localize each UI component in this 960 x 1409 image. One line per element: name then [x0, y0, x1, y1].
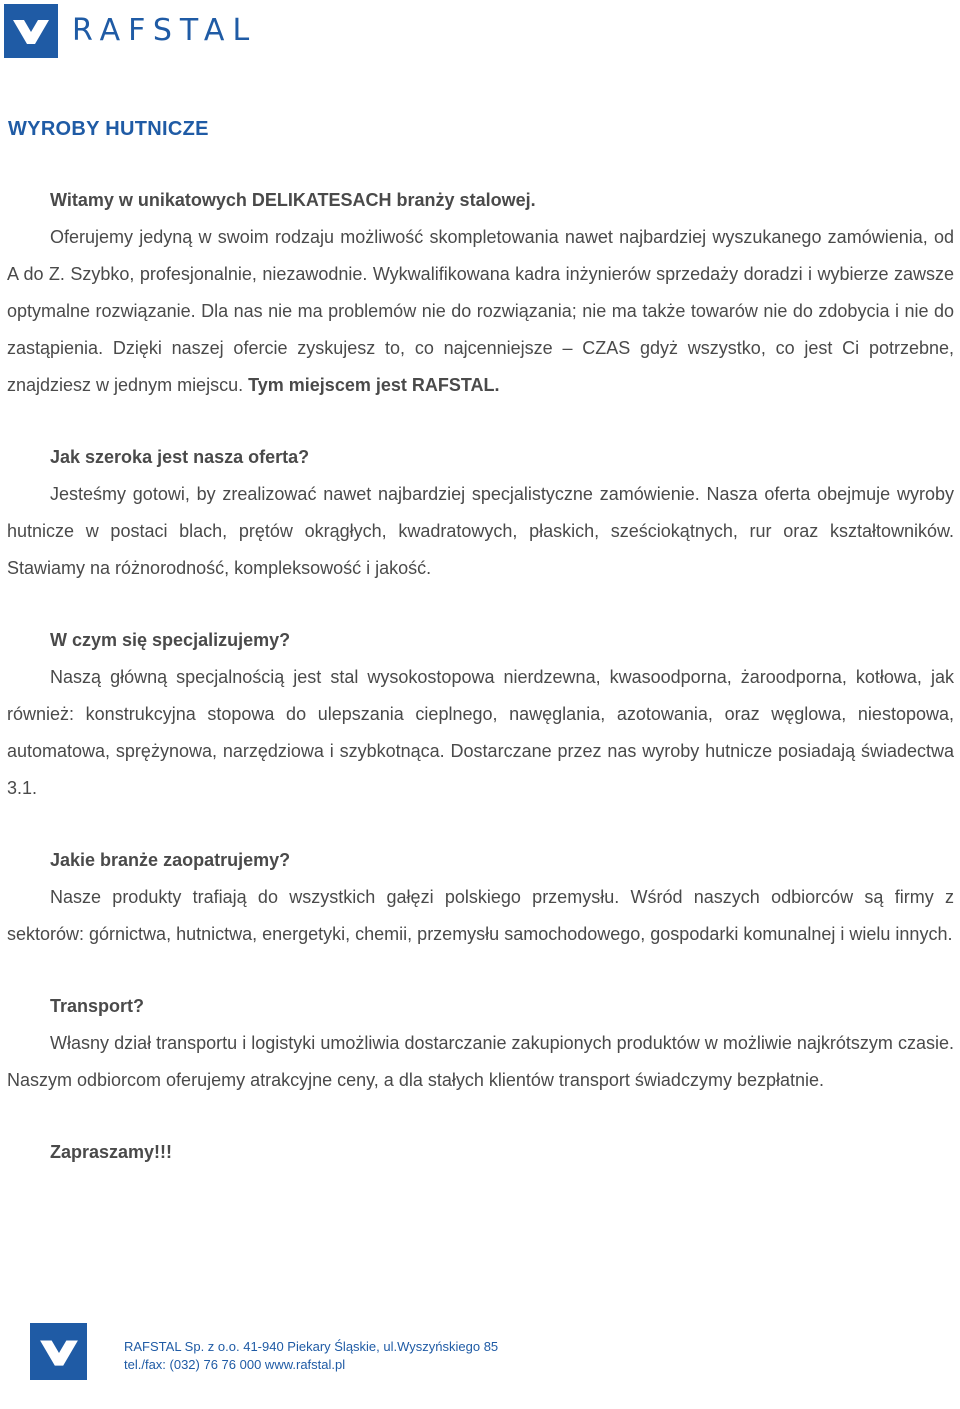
content	[7, 182, 954, 1171]
section-heading: W czym się specjalizujemy?	[50, 630, 291, 650]
section-body: Jesteśmy gotowi, by zrealizować nawet najbardziej specjalistyczne zamówienie. Nasza oferta obejmuje wyroby hutnicze w postaci blach, prętów okrągłych, kwadratowych, płaskich, sześciokątnych, rur oraz kształtowników. Stawiamy na różnorodność, kompleksowość i jakość.	[7, 484, 954, 578]
section-body: Naszą główną specjalnością jest stal wysokostopowa nierdzewna, kwasoodporna, żaroodporna, kotłowa, jak również: konstrukcyjna stopowa do ulepszania cieplnego, nawęglania, azotowania, oraz węglowa, niestopowa, automatowa, sprężynowa, narzędziowa i szybkotnąca. Dostarczane przez nas wyroby hutnicze posiadają świadectwa 3.1.	[7, 667, 954, 798]
intro-heading: Witamy w unikatowych DELIKATESACH branży stalowej.	[50, 190, 536, 210]
page-title: WYROBY HUTNICZE	[8, 118, 209, 140]
footer	[30, 1323, 498, 1380]
footer-contact	[124, 1338, 498, 1374]
section-heading: Jak szeroka jest nasza oferta?	[50, 447, 310, 467]
section-heading: Transport?	[50, 996, 145, 1016]
brand-name: RAFSTAL	[72, 13, 258, 48]
intro-body	[7, 219, 954, 404]
footer-phone-web: tel./fax: (032) 76 76 000 www.rafstal.pl	[124, 1357, 346, 1372]
closing-text: Zapraszamy!!!	[50, 1142, 173, 1162]
header-logo	[4, 4, 257, 58]
intro-emphasis: Tym miejscem jest RAFSTAL.	[248, 375, 500, 395]
section-body: Nasze produkty trafiają do wszystkich gałęzi polskiego przemysłu. Wśród naszych odbiorców są firmy z sektorów: górnictwa, hutnictwa, energetyki, chemii, przemysłu samochodowego, gospodarki komunalnej i wielu innych.	[7, 887, 954, 944]
footer-address: RAFSTAL Sp. z o.o. 41-940 Piekary Śląskie, ul.Wyszyńskiego 85	[124, 1339, 499, 1354]
section-heading: Jakie branże zaopatrujemy?	[50, 850, 291, 870]
rafstal-logo-icon	[4, 4, 58, 58]
rafstal-logo-icon	[30, 1323, 87, 1380]
intro-text: Oferujemy jedyną w swoim rodzaju możliwość skompletowania nawet najbardziej wyszukanego zamówienia, od A do Z. Szybko, profesjonalnie, niezawodnie. Wykwalifikowana kadra inżynierów sprzedaży doradzi i wybierze zawsze optymalne rozwiązanie. Dla nas nie ma problemów nie do rozwiązania; nie ma także towarów nie do zdobycia i nie do zastąpienia. Dzięki naszej ofercie zyskujesz to, co najcenniejsze – CZAS gdyż wszystko, co jest Ci potrzebne, znajdziesz w jednym miejscu.	[7, 227, 954, 395]
section-body: Własny dział transportu i logistyki umożliwia dostarczanie zakupionych produktów w możliwie najkrótszym czasie. Naszym odbiorcom oferujemy atrakcyjne ceny, a dla stałych klientów transport świadczymy bezpłatnie.	[7, 1033, 954, 1090]
